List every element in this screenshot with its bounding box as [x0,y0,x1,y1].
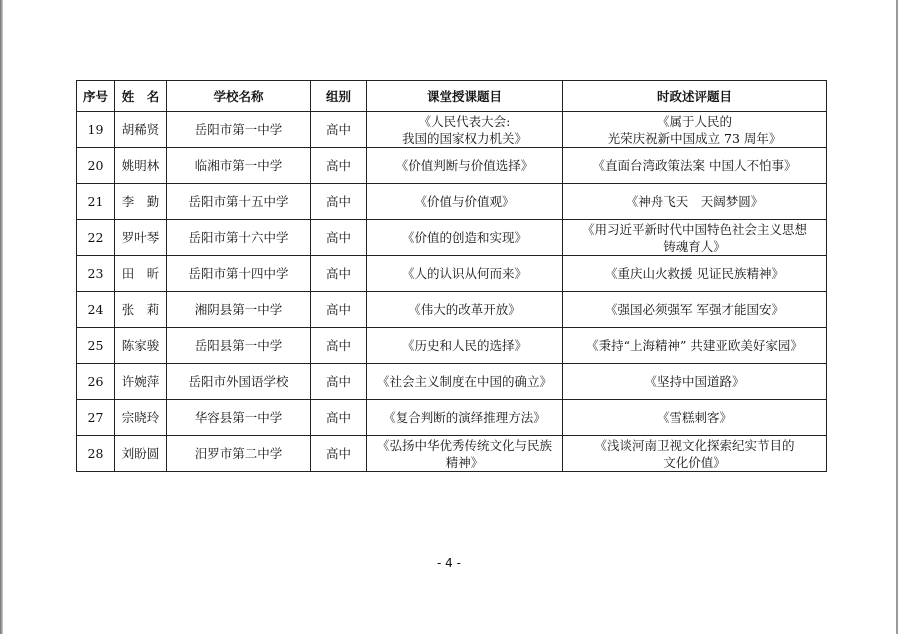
scan-edge-left [0,0,3,634]
cell-lesson-topic-line: 《价值判断与价值选择》 [395,158,534,173]
cell-school: 临湘市第一中学 [167,148,311,184]
cell-lesson-topic-line: 《价值的创造和实现》 [401,230,527,245]
cell-school: 汨罗市第二中学 [167,436,311,472]
cell-lesson-topic [367,328,563,364]
cell-no: 24 [77,292,115,328]
roster-body [77,112,827,472]
header-name: 姓 名 [115,81,167,112]
cell-commentary-topic [563,328,827,364]
table-row [77,328,827,364]
cell-group: 高中 [311,436,367,472]
cell-commentary-topic-line: 《秉持“上海精神” 共建亚欧美好家园》 [586,338,803,353]
cell-lesson-topic-line: 《社会主义制度在中国的确立》 [376,374,552,389]
page-number: - 4 - [437,556,461,570]
table-row [77,220,827,256]
cell-lesson-topic-line: 《伟大的改革开放》 [408,302,521,317]
cell-lesson-topic-line: 《人的认识从何而来》 [401,266,527,281]
cell-lesson-topic [367,364,563,400]
cell-lesson-topic [367,436,563,472]
table-row [77,256,827,292]
cell-name: 罗叶琴 [115,220,167,256]
cell-name: 田 昕 [115,256,167,292]
cell-commentary-topic [563,220,827,256]
cell-no: 23 [77,256,115,292]
cell-lesson-topic-line: 《弘扬中华优秀传统文化与民族 [376,437,552,453]
cell-lesson-topic-line: 《人民代表大会: [418,113,511,129]
table-row [77,292,827,328]
cell-name: 许婉萍 [115,364,167,400]
cell-commentary-topic-line: 文化价值》 [663,454,726,470]
cell-no: 20 [77,148,115,184]
cell-commentary-topic [563,112,827,148]
cell-commentary-topic-line: 光荣庆祝新中国成立 73 周年》 [607,130,782,146]
cell-commentary-topic-line: 《重庆山火救援 见证民族精神》 [605,266,784,281]
cell-group: 高中 [311,184,367,220]
cell-lesson-topic [367,400,563,436]
cell-school: 岳阳县第一中学 [167,328,311,364]
cell-commentary-topic [563,148,827,184]
table-row [77,184,827,220]
cell-commentary-topic-line: 《神舟飞天 天阔梦圆》 [625,194,764,209]
cell-commentary-topic-line: 铸魂育人》 [663,238,726,254]
cell-commentary-topic [563,400,827,436]
cell-commentary-topic [563,256,827,292]
header-no: 序号 [77,81,115,112]
cell-group: 高中 [311,256,367,292]
cell-no: 22 [77,220,115,256]
cell-name: 刘盼圆 [115,436,167,472]
cell-commentary-topic-line: 《强国必须强军 军强才能国安》 [605,302,784,317]
cell-lesson-topic [367,220,563,256]
cell-no: 25 [77,328,115,364]
cell-group: 高中 [311,112,367,148]
cell-school: 华容县第一中学 [167,400,311,436]
cell-lesson-topic [367,112,563,148]
cell-commentary-topic-line: 《直面台湾政策法案 中国人不怕事》 [592,158,797,173]
table-row [77,400,827,436]
cell-no: 27 [77,400,115,436]
cell-commentary-topic [563,184,827,220]
cell-school: 湘阴县第一中学 [167,292,311,328]
cell-school: 岳阳市第十四中学 [167,256,311,292]
cell-lesson-topic [367,184,563,220]
cell-commentary-topic-line: 《属于人民的 [656,113,732,129]
cell-group: 高中 [311,364,367,400]
table-row [77,148,827,184]
cell-group: 高中 [311,220,367,256]
cell-name: 张 莉 [115,292,167,328]
cell-lesson-topic-line: 《价值与价值观》 [414,194,515,209]
cell-group: 高中 [311,328,367,364]
cell-commentary-topic [563,436,827,472]
roster-table [76,80,827,472]
cell-lesson-topic-line: 精神》 [445,454,484,470]
cell-commentary-topic [563,364,827,400]
cell-lesson-topic-line: 我国的国家权力机关》 [401,130,527,146]
cell-commentary-topic-line: 《浅谈河南卫视文化探索纪实节目的 [594,437,795,453]
cell-lesson-topic-line: 《复合判断的演绎推理方法》 [383,410,546,425]
cell-lesson-topic [367,292,563,328]
cell-commentary-topic-line: 《用习近平新时代中国特色社会主义思想 [581,221,807,237]
cell-group: 高中 [311,148,367,184]
cell-name: 姚明林 [115,148,167,184]
cell-name: 宗晓玲 [115,400,167,436]
cell-school: 岳阳市第一中学 [167,112,311,148]
cell-school: 岳阳市外国语学校 [167,364,311,400]
cell-lesson-topic [367,148,563,184]
header-row [77,81,827,112]
header-group: 组别 [311,81,367,112]
cell-name: 胡稀贤 [115,112,167,148]
cell-group: 高中 [311,400,367,436]
cell-no: 28 [77,436,115,472]
table-row [77,112,827,148]
cell-lesson-topic [367,256,563,292]
cell-commentary-topic [563,292,827,328]
header-school: 学校名称 [167,81,311,112]
table-row [77,436,827,472]
cell-commentary-topic-line: 《雪糕刺客》 [656,410,732,425]
cell-name: 陈家骏 [115,328,167,364]
cell-school: 岳阳市第十五中学 [167,184,311,220]
cell-no: 26 [77,364,115,400]
cell-no: 19 [77,112,115,148]
cell-commentary-topic-line: 《坚持中国道路》 [644,374,745,389]
cell-lesson-topic-line: 《历史和人民的选择》 [401,338,527,353]
cell-name: 李 勤 [115,184,167,220]
cell-no: 21 [77,184,115,220]
header-lesson-topic: 课堂授课题目 [367,81,563,112]
cell-school: 岳阳市第十六中学 [167,220,311,256]
cell-group: 高中 [311,292,367,328]
header-commentary-topic: 时政述评题目 [563,81,827,112]
table-row [77,364,827,400]
